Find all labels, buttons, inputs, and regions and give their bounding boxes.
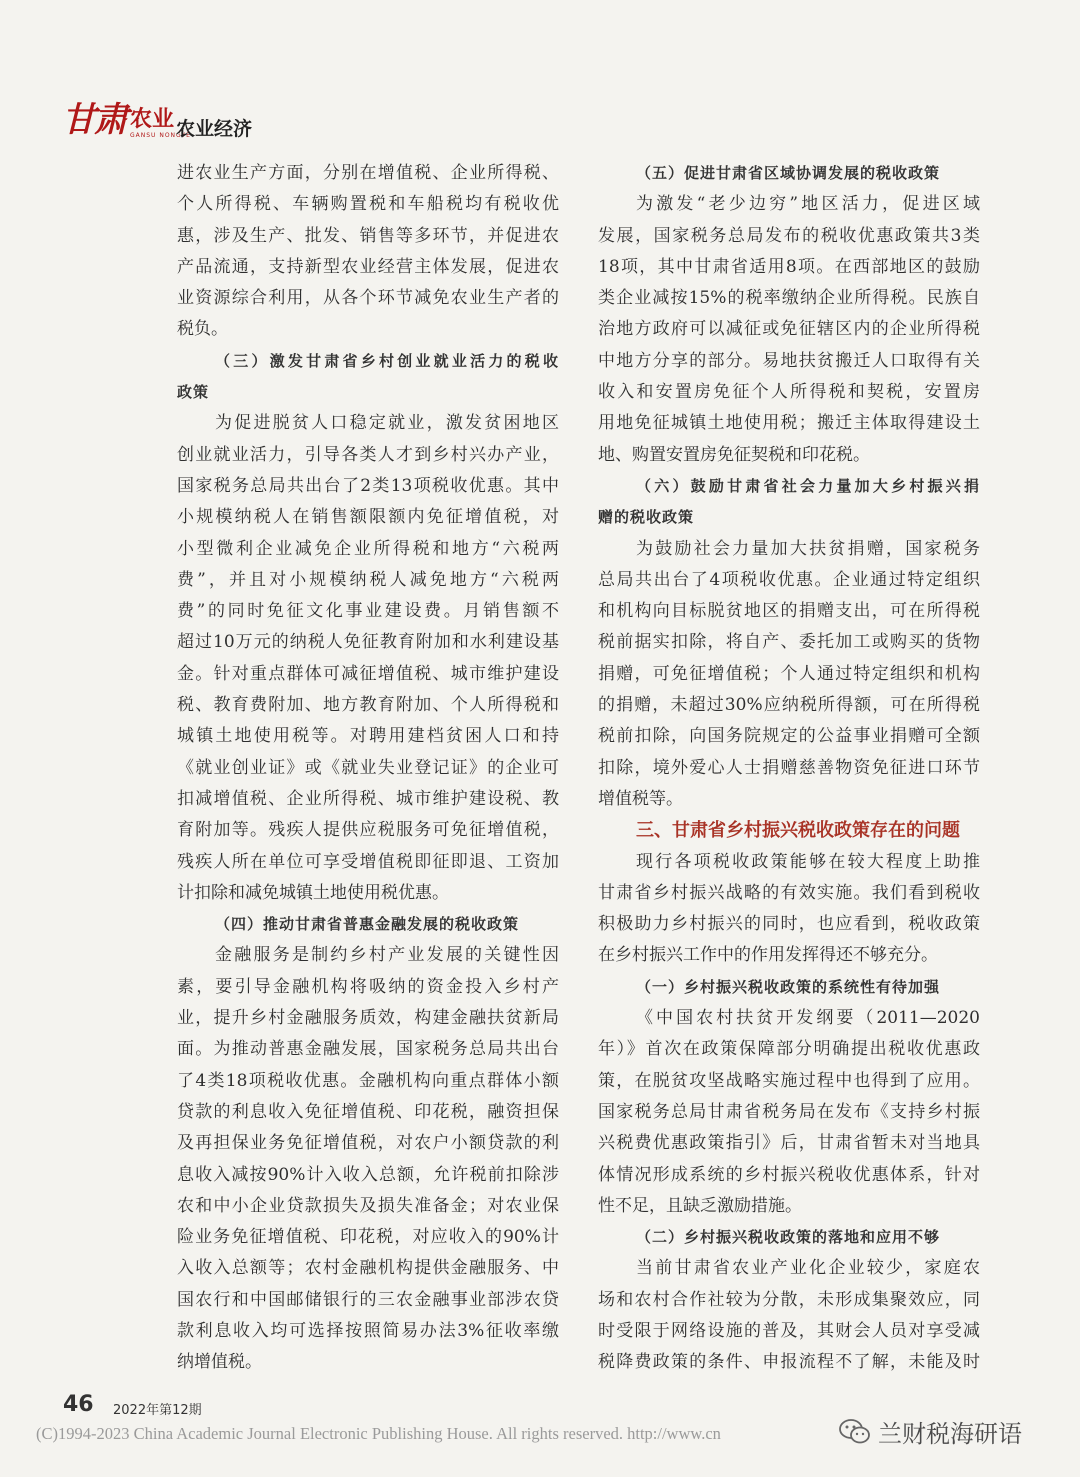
body-line: 税降费政策的条件、申报流程不了解，未能及时 xyxy=(598,1352,980,1373)
body-line: 残疾人所在单位可享受增值税即征即退、工资加 xyxy=(177,851,559,872)
subheading: （二）乡村振兴税收政策的落地和应用不够 xyxy=(636,1228,941,1247)
body-line: 18项，其中甘肃省适用8项。在西部地区的鼓励 xyxy=(598,256,980,277)
body-line: 农和中小企业贷款损失及损失准备金；对农业保 xyxy=(177,1195,559,1216)
left-text-column xyxy=(177,158,559,1379)
paragraph-end-line: 纳增值税。 xyxy=(177,1352,262,1373)
body-line: 险业务免征增值税、印花税，对应收入的90%计 xyxy=(177,1227,559,1248)
body-line: 业资源综合利用，从各个环节减免农业生产者的 xyxy=(177,288,559,309)
body-line: 税前据实扣除，将自产、委托加工或购买的货物 xyxy=(598,632,980,653)
paragraph-end-line: 税负。 xyxy=(177,319,228,340)
page-header xyxy=(62,100,1022,146)
body-line: 小规模纳税人在销售额限额内免征增值税，对 xyxy=(177,507,559,528)
body-line: 城镇土地使用税等。对聘用建档贫困人口和持 xyxy=(177,726,559,747)
body-line: 扣减增值税、企业所得税、城市维护建设税、教 xyxy=(177,788,559,809)
subheading: （四）推动甘肃省普惠金融发展的税收政策 xyxy=(215,915,520,934)
body-line: 入收入总额等；农村金融机构提供金融服务、中 xyxy=(177,1258,559,1279)
body-line: 国农行和中国邮储银行的三农金融事业部涉农贷 xyxy=(177,1289,559,1310)
body-line: 积极助力乡村振兴的同时，也应看到，税收政策 xyxy=(598,914,980,935)
body-line: 《就业创业证》或《就业失业登记证》的企业可 xyxy=(177,757,559,778)
page-number: 46 xyxy=(63,1392,94,1417)
body-line: 创业就业活力，引导各类人才到乡村兴办产业， xyxy=(177,444,559,465)
subheading: （一）乡村振兴税收政策的系统性有待加强 xyxy=(636,977,941,996)
body-line: 金。针对重点群体可减征增值税、城市维护建设 xyxy=(177,663,559,684)
magazine-logo xyxy=(62,100,191,140)
body-line: 个人所得税、车辆购置税和车船税均有税收优 xyxy=(177,194,559,215)
body-line: 总局共出台了4项税收优惠。企业通过特定组织 xyxy=(598,569,980,590)
body-line: 扣除，境外爱心人士捐赠慈善物资免征进口环节 xyxy=(598,757,980,778)
body-line: 的捐赠，未超过30%应纳税所得额，可在所得税 xyxy=(598,695,980,716)
body-line: 素，要引导金融机构将吸纳的资金投入乡村产 xyxy=(177,976,559,997)
paragraph-start-line: 为促进脱贫人口稳定就业，激发贫困地区 xyxy=(215,413,559,434)
body-line: 税、教育费附加、地方教育附加、个人所得税和 xyxy=(177,695,559,716)
body-line: 类企业减按15%的税率缴纳企业所得税。民族自 xyxy=(598,288,980,309)
body-line: 发展，国家税务总局发布的税收优惠政策共3类 xyxy=(598,225,980,246)
body-line: 了4类18项税收优惠。金融机构向重点群体小额 xyxy=(177,1070,559,1091)
body-line: 用地免征城镇土地使用税；搬迁主体取得建设土 xyxy=(598,413,980,434)
wechat-icon xyxy=(838,1417,872,1447)
logo-main-text: 甘肃 xyxy=(62,100,126,140)
body-line: 税前扣除，向国务院规定的公益事业捐赠可全额 xyxy=(598,726,980,747)
body-line: 策，在脱贫攻坚战略实施过程中也得到了应用。 xyxy=(598,1070,980,1091)
body-line: 费”，并且对小规模纳税人减免地方“六税两 xyxy=(177,569,559,590)
body-line: 中地方分享的部分。易地扶贫搬迁人口取得有关 xyxy=(598,350,980,371)
subheading: （五）促进甘肃省区域协调发展的税收政策 xyxy=(636,164,941,182)
body-line: 国家税务总局甘肃省税务局在发布《支持乡村振 xyxy=(598,1101,980,1122)
right-text-column xyxy=(598,158,980,1379)
body-line: 超过10万元的纳税人免征教育附加和水利建设基 xyxy=(177,632,559,653)
body-line: 费”的同时免征文化事业建设费。月销售额不 xyxy=(177,601,559,622)
body-line: 场和农村合作社较为分散，未形成集聚效应，同 xyxy=(598,1289,980,1310)
subheading: （六）鼓励甘肃省社会力量加大乡村振兴捐 xyxy=(636,476,980,495)
logo-pinyin-text: GANSU NONGYE xyxy=(130,132,191,139)
paragraph-start-line: 现行各项税收政策能够在较大程度上助推 xyxy=(636,851,980,872)
section-title: 农业经济 xyxy=(176,118,253,140)
paragraph-end-line: 计扣除和减免城镇土地使用税优惠。 xyxy=(177,882,449,903)
body-line: 息收入减按90%计入收入总额，允许税前扣除涉 xyxy=(177,1164,559,1185)
body-line: 捐赠，可免征增值税；个人通过特定组织和机构 xyxy=(598,663,980,684)
subheading: （三）激发甘肃省乡村创业就业活力的税收 xyxy=(215,351,559,370)
body-line: 产品流通，支持新型农业经营主体发展，促进农 xyxy=(177,256,559,277)
copyright-notice: (C)1994-2023 China Academic Journal Electronic Publishing House. All rights reserved. http://www.cn xyxy=(36,1424,721,1443)
body-line: 兴税费优惠政策指引》后，甘肃省暂未对当地具 xyxy=(598,1133,980,1154)
wechat-watermark xyxy=(838,1414,1022,1449)
paragraph-start-line: 为激发“老少边穷”地区活力，促进区域 xyxy=(636,194,980,215)
body-line: 甘肃省乡村振兴战略的有效实施。我们看到税收 xyxy=(598,882,980,903)
paragraph-start-line: 当前甘肃省农业产业化企业较少，家庭农 xyxy=(636,1258,980,1279)
subheading-continuation: 赠的税收政策 xyxy=(598,508,695,527)
body-line: 面。为推动普惠金融发展，国家税务总局共出台 xyxy=(177,1039,559,1060)
section-heading: 三、甘肃省乡村振兴税收政策存在的问题 xyxy=(636,820,960,842)
body-line: 治地方政府可以减征或免征辖区内的企业所得税 xyxy=(598,319,980,340)
paragraph-end-line: 在乡村振兴工作中的作用发挥得还不够充分。 xyxy=(598,945,938,966)
body-line: 年）》首次在政策保障部分明确提出税收优惠政 xyxy=(598,1039,980,1060)
paragraph-end-line: 性不足，且缺乏激励措施。 xyxy=(598,1195,802,1216)
body-line: 及再担保业务免征增值税，对农户小额贷款的利 xyxy=(177,1133,559,1154)
body-line: 进农业生产方面，分别在增值税、企业所得税、 xyxy=(177,163,559,183)
subheading-continuation: 政策 xyxy=(177,383,210,402)
issue-label: 2022年第12期 xyxy=(113,1403,202,1418)
body-line: 小型微利企业减免企业所得税和地方“六税两 xyxy=(177,538,559,559)
watermark-text: 兰财税海研语 xyxy=(878,1420,1022,1448)
body-line: 时受限于网络设施的普及，其财会人员对享受减 xyxy=(598,1320,980,1341)
paragraph-end-line: 增值税等。 xyxy=(598,788,683,809)
body-line: 国家税务总局共出台了2类13项税收优惠。其中 xyxy=(177,475,559,496)
body-line: 育附加等。残疾人提供应税服务可免征增值税， xyxy=(177,820,559,841)
logo-sub-text: 农业 xyxy=(130,107,175,132)
body-line: 惠，涉及生产、批发、销售等多环节，并促进农 xyxy=(177,225,559,246)
paragraph-end-line: 地、购置安置房免征契税和印花税。 xyxy=(598,444,870,465)
body-line: 业，提升乡村金融服务质效，构建金融扶贫新局 xyxy=(177,1008,559,1029)
paragraph-start-line: 为鼓励社会力量加大扶贫捐赠，国家税务 xyxy=(636,538,980,559)
body-line: 贷款的利息收入免征增值税、印花税，融资担保 xyxy=(177,1101,559,1122)
paragraph-start-line: 金融服务是制约乡村产业发展的关键性因 xyxy=(215,945,559,966)
body-line: 和机构向目标脱贫地区的捐赠支出，可在所得税 xyxy=(598,601,980,622)
paragraph-start-line: 《中国农村扶贫开发纲要（2011—2020 xyxy=(636,1008,980,1029)
body-line: 体情况形成系统的乡村振兴税收优惠体系，针对 xyxy=(598,1164,980,1185)
body-line: 款利息收入均可选择按照简易办法3%征收率缴 xyxy=(177,1320,559,1341)
body-line: 收入和安置房免征个人所得税和契税，安置房 xyxy=(598,382,980,403)
